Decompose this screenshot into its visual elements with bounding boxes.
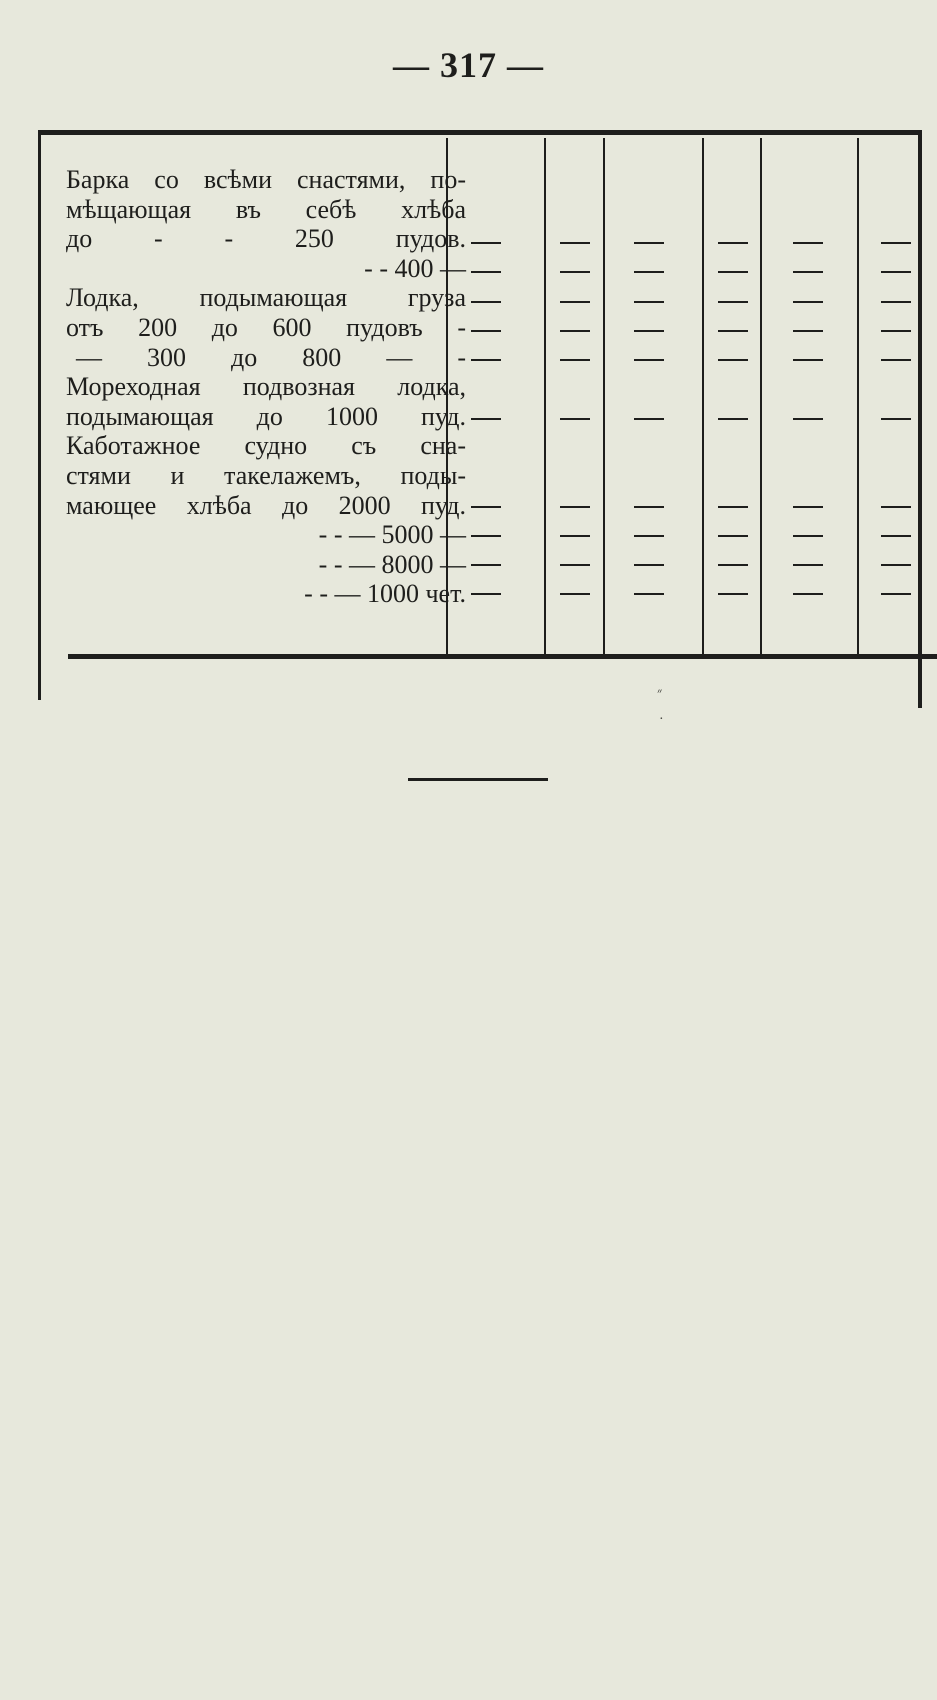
empty-cell-dash xyxy=(881,242,911,244)
empty-cell-dash xyxy=(634,535,664,537)
description-line: - - — 8000 — xyxy=(318,549,466,579)
empty-cell-dash xyxy=(718,330,748,332)
page-number: — 317 — xyxy=(393,45,544,85)
empty-cell-dash xyxy=(718,593,748,595)
table-top-border xyxy=(38,130,920,135)
description-line: стями и такелажемъ, поды- xyxy=(66,460,466,490)
empty-cell-dash xyxy=(718,242,748,244)
table-row xyxy=(38,506,920,526)
empty-cell-dash xyxy=(793,506,823,508)
empty-cell-dash xyxy=(560,593,590,595)
empty-cell-dash xyxy=(634,301,664,303)
ledger-table xyxy=(38,130,920,705)
empty-cell-dash xyxy=(634,359,664,361)
empty-cell-dash xyxy=(560,506,590,508)
table-row xyxy=(38,271,920,291)
table-bottom-border xyxy=(68,654,937,659)
empty-cell-dash xyxy=(793,564,823,566)
empty-cell-dash xyxy=(634,593,664,595)
speck: ״ xyxy=(657,686,663,701)
empty-cell-dash xyxy=(560,535,590,537)
empty-cell-dash xyxy=(471,506,501,508)
empty-cell-dash xyxy=(718,418,748,420)
description-line: Барка со всѣми снастями, по- xyxy=(66,165,466,194)
description-line: отъ 200 до 600 пудовъ - xyxy=(66,312,466,342)
empty-cell-dash xyxy=(881,418,911,420)
table-row xyxy=(38,564,920,584)
empty-cell-dash xyxy=(634,271,664,273)
table-row xyxy=(38,359,920,379)
empty-cell-dash xyxy=(471,359,501,361)
empty-cell-dash xyxy=(881,506,911,508)
empty-cell-dash xyxy=(718,506,748,508)
empty-cell-dash xyxy=(560,330,590,332)
empty-cell-dash xyxy=(793,418,823,420)
empty-cell-dash xyxy=(793,330,823,332)
empty-cell-dash xyxy=(634,330,664,332)
empty-cell-dash xyxy=(471,330,501,332)
empty-cell-dash xyxy=(634,418,664,420)
description-line: мающее хлѣба до 2000 пуд. xyxy=(66,490,466,520)
empty-cell-dash xyxy=(718,535,748,537)
empty-cell-dash xyxy=(793,271,823,273)
empty-cell-dash xyxy=(634,564,664,566)
description-line: подымающая до 1000 пуд. xyxy=(66,401,466,431)
empty-cell-dash xyxy=(560,271,590,273)
description-line: - - — 5000 — xyxy=(318,520,466,550)
empty-cell-dash xyxy=(471,301,501,303)
table-row xyxy=(38,330,920,350)
table-row xyxy=(38,301,920,321)
empty-cell-dash xyxy=(718,359,748,361)
empty-cell-dash xyxy=(793,242,823,244)
description-line: Мореходная подвозная лодка, xyxy=(66,372,466,402)
empty-cell-dash xyxy=(881,564,911,566)
empty-cell-dash xyxy=(718,271,748,273)
empty-cell-dash xyxy=(471,564,501,566)
empty-cell-dash xyxy=(560,242,590,244)
empty-cell-dash xyxy=(560,359,590,361)
empty-cell-dash xyxy=(881,593,911,595)
empty-cell-dash xyxy=(560,418,590,420)
description-line: - - — 1000 чет. xyxy=(304,579,466,609)
empty-cell-dash xyxy=(471,418,501,420)
description-line: до - - 250 пудов. xyxy=(66,224,466,254)
empty-cell-dash xyxy=(793,535,823,537)
empty-cell-dash xyxy=(471,535,501,537)
description-line: — 300 до 800 — - xyxy=(76,342,466,372)
empty-cell-dash xyxy=(471,271,501,273)
end-rule xyxy=(408,778,548,781)
empty-cell-dash xyxy=(881,271,911,273)
empty-cell-dash xyxy=(718,301,748,303)
empty-cell-dash xyxy=(634,242,664,244)
empty-cell-dash xyxy=(881,359,911,361)
table-row xyxy=(38,418,920,438)
empty-cell-dash xyxy=(560,564,590,566)
description-line: Лодка, подымающая груза xyxy=(66,283,466,313)
table-left-border xyxy=(38,130,41,700)
empty-cell-dash xyxy=(471,242,501,244)
empty-cell-dash xyxy=(881,330,911,332)
empty-cell-dash xyxy=(793,301,823,303)
table-row xyxy=(38,242,920,262)
table-row xyxy=(38,535,920,555)
empty-cell-dash xyxy=(793,359,823,361)
empty-cell-dash xyxy=(560,301,590,303)
empty-cell-dash xyxy=(718,564,748,566)
empty-cell-dash xyxy=(881,301,911,303)
description-line: - - 400 — xyxy=(364,253,466,283)
description-line: Каботажное судно съ сна- xyxy=(66,431,466,461)
empty-cell-dash xyxy=(881,535,911,537)
table-row xyxy=(38,593,920,613)
empty-cell-dash xyxy=(471,593,501,595)
description-line: мѣщающая въ себѣ хлѣба xyxy=(66,194,466,224)
empty-cell-dash xyxy=(793,593,823,595)
empty-cell-dash xyxy=(634,506,664,508)
speck: · xyxy=(659,712,664,727)
